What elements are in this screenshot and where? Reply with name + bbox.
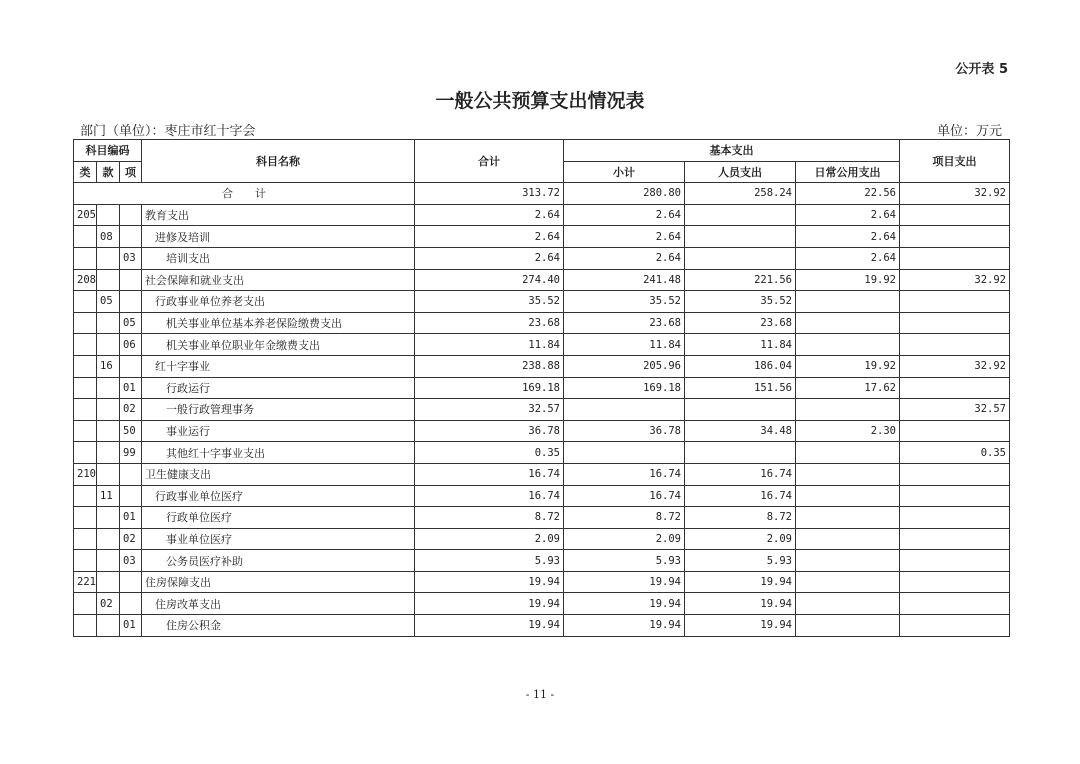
personnel-cell: 2.09 [685, 528, 796, 550]
xiang-cell: 05 [120, 312, 142, 334]
personnel-cell: 23.68 [685, 312, 796, 334]
personnel-cell [685, 399, 796, 421]
lei-cell: 208 [74, 269, 97, 291]
xiang-cell [120, 291, 142, 313]
subtotal-cell: 2.64 [564, 226, 685, 248]
unit-label: 单位：万元 [936, 124, 1002, 139]
daily-cell [796, 399, 900, 421]
xiang-cell [120, 485, 142, 507]
total-cell: 16.74 [415, 463, 564, 485]
personnel-cell: 16.74 [685, 485, 796, 507]
personnel-cell [685, 226, 796, 248]
subtotal-cell [564, 399, 685, 421]
total-cell: 19.94 [415, 593, 564, 615]
subtotal-cell: 35.52 [564, 291, 685, 313]
total-cell: 2.64 [415, 247, 564, 269]
total-cell: 169.18 [415, 377, 564, 399]
project-cell: 32.92 [900, 355, 1010, 377]
total-cell: 36.78 [415, 420, 564, 442]
kuan-cell [97, 442, 120, 464]
subject-name-cell: 住房改革支出 [142, 593, 415, 615]
daily-cell: 19.92 [796, 269, 900, 291]
expenditure-table [73, 139, 1010, 637]
header-subtotal: 小计 [564, 161, 685, 183]
subject-name-cell: 事业单位医疗 [142, 528, 415, 550]
lei-cell [74, 615, 97, 637]
project-cell: 32.92 [900, 269, 1010, 291]
personnel-cell: 16.74 [685, 463, 796, 485]
subtotal-cell: 8.72 [564, 507, 685, 529]
xiang-cell [120, 463, 142, 485]
project-cell: 0.35 [900, 442, 1010, 464]
project-cell [900, 463, 1010, 485]
subject-name-cell: 行政运行 [142, 377, 415, 399]
subject-name-cell: 教育支出 [142, 204, 415, 226]
header-name: 科目名称 [142, 140, 415, 183]
lei-cell: 210 [74, 463, 97, 485]
daily-cell [796, 485, 900, 507]
kuan-cell [97, 507, 120, 529]
table-row [74, 269, 1010, 291]
daily-cell [796, 528, 900, 550]
total-cell: 274.40 [415, 269, 564, 291]
project-cell [900, 377, 1010, 399]
daily-cell: 2.64 [796, 204, 900, 226]
personnel-cell: 221.56 [685, 269, 796, 291]
personnel-cell: 35.52 [685, 291, 796, 313]
xiang-cell: 02 [120, 399, 142, 421]
table-row [74, 247, 1010, 269]
kuan-cell [97, 528, 120, 550]
xiang-cell [120, 571, 142, 593]
lei-cell [74, 442, 97, 464]
total-cell: 2.64 [415, 226, 564, 248]
xiang-cell: 50 [120, 420, 142, 442]
table-row [74, 593, 1010, 615]
header-basic: 基本支出 [564, 140, 900, 162]
subject-name-cell: 事业运行 [142, 420, 415, 442]
project-cell [900, 291, 1010, 313]
kuan-cell: 08 [97, 226, 120, 248]
total-cell: 19.94 [415, 571, 564, 593]
table-row [74, 615, 1010, 637]
header-kuan: 款 [97, 161, 120, 183]
personnel-cell [685, 442, 796, 464]
subtotal-cell: 36.78 [564, 420, 685, 442]
header-total: 合计 [415, 140, 564, 183]
daily-cell [796, 463, 900, 485]
total-cell: 8.72 [415, 507, 564, 529]
total-cell: 238.88 [415, 355, 564, 377]
subtotal-cell: 19.94 [564, 615, 685, 637]
xiang-cell: 03 [120, 247, 142, 269]
personnel-cell [685, 247, 796, 269]
table-row [74, 334, 1010, 356]
table-row [74, 550, 1010, 572]
kuan-cell [97, 269, 120, 291]
project-cell [900, 593, 1010, 615]
subject-name-cell: 行政事业单位养老支出 [142, 291, 415, 313]
subtotal-cell: 205.96 [564, 355, 685, 377]
kuan-cell: 11 [97, 485, 120, 507]
table-row [74, 291, 1010, 313]
kuan-cell [97, 377, 120, 399]
subtotal-cell: 241.48 [564, 269, 685, 291]
daily-cell: 17.62 [796, 377, 900, 399]
subtotal-cell: 19.94 [564, 593, 685, 615]
total-cell: 2.64 [415, 204, 564, 226]
total-cell: 11.84 [415, 334, 564, 356]
xiang-cell [120, 269, 142, 291]
table-row [74, 571, 1010, 593]
subtotal-cell: 19.94 [564, 571, 685, 593]
personnel-cell: 5.93 [685, 550, 796, 572]
header-lei: 类 [74, 161, 97, 183]
total-subtotal-cell: 280.80 [564, 183, 685, 205]
daily-cell [796, 550, 900, 572]
total-cell: 32.57 [415, 399, 564, 421]
xiang-cell [120, 355, 142, 377]
header-daily: 日常公用支出 [796, 161, 900, 183]
subject-name-cell: 其他红十字事业支出 [142, 442, 415, 464]
subject-name-cell: 一般行政管理事务 [142, 399, 415, 421]
table-row [74, 204, 1010, 226]
subtotal-cell: 23.68 [564, 312, 685, 334]
subject-name-cell: 行政单位医疗 [142, 507, 415, 529]
subtotal-cell [564, 442, 685, 464]
total-cell: 19.94 [415, 615, 564, 637]
kuan-cell [97, 204, 120, 226]
subtotal-cell: 2.64 [564, 204, 685, 226]
table-row [74, 399, 1010, 421]
subject-name-cell: 进修及培训 [142, 226, 415, 248]
total-cell: 35.52 [415, 291, 564, 313]
table-row [74, 485, 1010, 507]
daily-cell [796, 571, 900, 593]
subject-name-cell: 卫生健康支出 [142, 463, 415, 485]
table-row [74, 463, 1010, 485]
subject-name-cell: 培训支出 [142, 247, 415, 269]
personnel-cell: 19.94 [685, 615, 796, 637]
lei-cell [74, 377, 97, 399]
table-row [74, 226, 1010, 248]
page-title: 一般公共预算支出情况表 [435, 90, 645, 112]
total-cell: 16.74 [415, 485, 564, 507]
department-label: 部门（单位）：枣庄市红十字会 [80, 124, 256, 139]
xiang-cell: 01 [120, 377, 142, 399]
xiang-cell: 99 [120, 442, 142, 464]
subtotal-cell: 2.64 [564, 247, 685, 269]
lei-cell [74, 550, 97, 572]
total-cell: 313.72 [415, 183, 564, 205]
table-row [74, 312, 1010, 334]
subject-name-cell: 机关事业单位基本养老保险缴费支出 [142, 312, 415, 334]
total-cell: 0.35 [415, 442, 564, 464]
header-personnel: 人员支出 [685, 161, 796, 183]
xiang-cell [120, 593, 142, 615]
personnel-cell: 19.94 [685, 571, 796, 593]
project-cell [900, 507, 1010, 529]
kuan-cell [97, 247, 120, 269]
kuan-cell [97, 420, 120, 442]
daily-cell [796, 507, 900, 529]
project-cell [900, 528, 1010, 550]
total-personnel-cell: 258.24 [685, 183, 796, 205]
personnel-cell: 8.72 [685, 507, 796, 529]
lei-cell [74, 247, 97, 269]
lei-cell [74, 485, 97, 507]
lei-cell [74, 507, 97, 529]
lei-cell [74, 420, 97, 442]
subject-name-cell: 住房公积金 [142, 615, 415, 637]
daily-cell: 2.30 [796, 420, 900, 442]
xiang-cell: 02 [120, 528, 142, 550]
total-cell: 2.09 [415, 528, 564, 550]
daily-cell: 19.92 [796, 355, 900, 377]
daily-cell [796, 291, 900, 313]
subtotal-cell: 16.74 [564, 485, 685, 507]
lei-cell [74, 355, 97, 377]
lei-cell [74, 593, 97, 615]
xiang-cell: 03 [120, 550, 142, 572]
kuan-cell: 02 [97, 593, 120, 615]
daily-cell [796, 615, 900, 637]
kuan-cell: 16 [97, 355, 120, 377]
personnel-cell [685, 204, 796, 226]
table-row [74, 442, 1010, 464]
page-number: - 11 - [525, 688, 555, 701]
header-xiang: 项 [120, 161, 142, 183]
lei-cell [74, 334, 97, 356]
personnel-cell: 19.94 [685, 593, 796, 615]
table-row [74, 420, 1010, 442]
xiang-cell: 01 [120, 615, 142, 637]
xiang-cell [120, 204, 142, 226]
table-row [74, 507, 1010, 529]
table-number-tag: 公开表 5 [955, 62, 1008, 77]
personnel-cell: 186.04 [685, 355, 796, 377]
kuan-cell [97, 399, 120, 421]
subtotal-cell: 16.74 [564, 463, 685, 485]
kuan-cell [97, 615, 120, 637]
lei-cell: 221 [74, 571, 97, 593]
project-cell: 32.57 [900, 399, 1010, 421]
subject-name-cell: 住房保障支出 [142, 571, 415, 593]
table-row [74, 528, 1010, 550]
daily-cell [796, 593, 900, 615]
total-row [74, 183, 1010, 205]
project-cell [900, 615, 1010, 637]
table-row [74, 377, 1010, 399]
xiang-cell: 06 [120, 334, 142, 356]
project-cell [900, 204, 1010, 226]
daily-cell [796, 334, 900, 356]
lei-cell [74, 291, 97, 313]
project-cell [900, 550, 1010, 572]
lei-cell: 205 [74, 204, 97, 226]
project-cell [900, 334, 1010, 356]
project-cell [900, 312, 1010, 334]
project-cell [900, 571, 1010, 593]
subject-name-cell: 社会保障和就业支出 [142, 269, 415, 291]
daily-cell [796, 442, 900, 464]
subject-name-cell: 公务员医疗补助 [142, 550, 415, 572]
kuan-cell: 05 [97, 291, 120, 313]
kuan-cell [97, 550, 120, 572]
header-code-group: 科目编码 [74, 140, 142, 162]
lei-cell [74, 226, 97, 248]
personnel-cell: 11.84 [685, 334, 796, 356]
xiang-cell [120, 226, 142, 248]
total-cell: 23.68 [415, 312, 564, 334]
subject-name-cell: 行政事业单位医疗 [142, 485, 415, 507]
lei-cell [74, 312, 97, 334]
subtotal-cell: 169.18 [564, 377, 685, 399]
total-cell: 5.93 [415, 550, 564, 572]
lei-cell [74, 528, 97, 550]
total-daily-cell: 22.56 [796, 183, 900, 205]
subject-name-cell: 红十字事业 [142, 355, 415, 377]
daily-cell: 2.64 [796, 226, 900, 248]
subtotal-cell: 11.84 [564, 334, 685, 356]
subtotal-cell: 2.09 [564, 528, 685, 550]
total-label: 合 计 [74, 183, 415, 205]
daily-cell [796, 312, 900, 334]
kuan-cell [97, 571, 120, 593]
project-cell [900, 226, 1010, 248]
total-project-cell: 32.92 [900, 183, 1010, 205]
project-cell [900, 485, 1010, 507]
kuan-cell [97, 312, 120, 334]
lei-cell [74, 399, 97, 421]
subject-name-cell: 机关事业单位职业年金缴费支出 [142, 334, 415, 356]
project-cell [900, 420, 1010, 442]
personnel-cell: 151.56 [685, 377, 796, 399]
daily-cell: 2.64 [796, 247, 900, 269]
header-project: 项目支出 [900, 140, 1010, 183]
kuan-cell [97, 463, 120, 485]
table-row [74, 355, 1010, 377]
kuan-cell [97, 334, 120, 356]
subtotal-cell: 5.93 [564, 550, 685, 572]
project-cell [900, 247, 1010, 269]
xiang-cell: 01 [120, 507, 142, 529]
personnel-cell: 34.48 [685, 420, 796, 442]
